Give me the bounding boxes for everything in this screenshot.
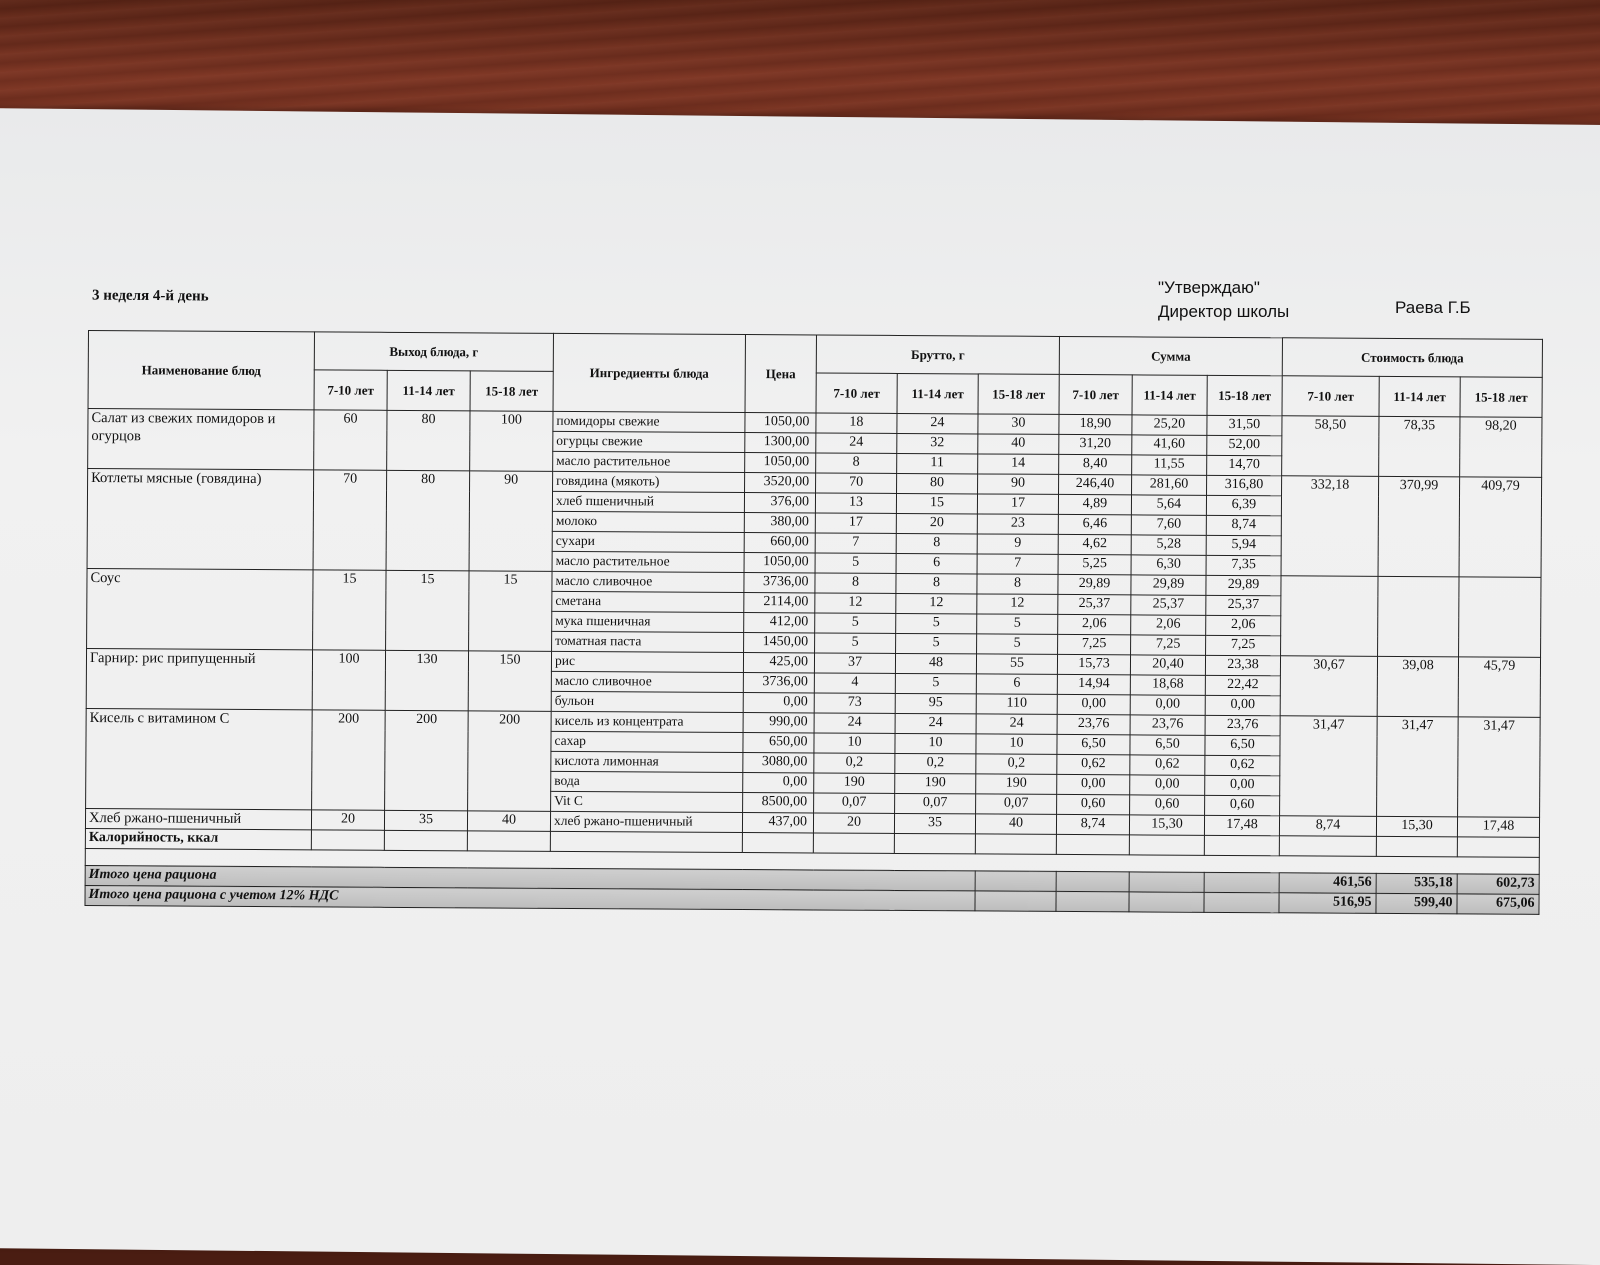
- dish-cost-value: 78,35: [1379, 416, 1460, 476]
- dish-cost-value: [1378, 576, 1459, 656]
- sum-value: 31,50: [1207, 415, 1282, 435]
- sum-value: 18,68: [1130, 675, 1205, 695]
- ingredient-name: вода: [551, 771, 743, 792]
- ingredient-name: говядина (мякоть): [553, 471, 745, 492]
- sum-value: 0,00: [1057, 774, 1130, 794]
- sum-value: 15,73: [1057, 654, 1130, 674]
- gross-value: 14: [978, 454, 1059, 474]
- ingredient-price: 1050,00: [745, 453, 816, 473]
- gross-value: 30: [978, 414, 1059, 434]
- ingredient-price: 8500,00: [743, 793, 814, 813]
- ingredient-price: 3736,00: [743, 673, 814, 693]
- ingredient-price: 437,00: [742, 813, 813, 833]
- gross-value: 23: [977, 514, 1058, 534]
- sum-value: 6,39: [1206, 495, 1281, 515]
- dish-output-value: 15: [386, 570, 469, 651]
- gross-value: 5: [896, 613, 977, 633]
- gross-value: 5: [895, 673, 976, 693]
- gross-value: 10: [895, 733, 976, 753]
- dish-cost-value: 409,79: [1459, 477, 1542, 577]
- dish-cost-value: 31,47: [1280, 716, 1378, 817]
- signer-name: Раева Г.Б: [1395, 298, 1471, 317]
- ingredient-price: 1450,00: [744, 633, 815, 653]
- ingredient-price: 650,00: [743, 733, 814, 753]
- calories-cell: [1056, 834, 1129, 854]
- sum-value: 17,48: [1204, 815, 1279, 835]
- sum-value: 2,06: [1058, 614, 1131, 634]
- header-cost-age3: 15-18 лет: [1460, 377, 1542, 418]
- ingredient-name: масло сливочное: [551, 671, 743, 692]
- menu-table-totals: [85, 865, 1539, 914]
- sum-value: 8,40: [1059, 454, 1132, 474]
- gross-value: 24: [897, 413, 978, 433]
- sum-value: 0,60: [1205, 795, 1280, 815]
- dish-output-value: 15: [469, 571, 552, 652]
- dish-cost-value: 17,48: [1457, 817, 1539, 838]
- ingredient-price: 0,00: [743, 773, 814, 793]
- header-cost: Стоимость блюда: [1282, 338, 1542, 378]
- sum-value: 14,94: [1057, 674, 1130, 694]
- sum-value: 14,70: [1207, 455, 1282, 475]
- gross-value: 90: [978, 474, 1059, 494]
- sum-value: 0,60: [1057, 794, 1130, 814]
- sum-value: 31,20: [1059, 434, 1132, 454]
- calories-cell: [1129, 835, 1204, 855]
- gross-value: 7: [815, 533, 896, 553]
- gross-value: 10: [814, 733, 895, 753]
- gross-value: 0,2: [895, 753, 976, 773]
- dish-name: Соус: [87, 568, 313, 649]
- gross-value: 24: [816, 433, 897, 453]
- menu-table-container: [84, 330, 1542, 915]
- header-sum: Сумма: [1059, 336, 1282, 375]
- ingredient-name: сахар: [551, 731, 743, 752]
- gross-value: 190: [976, 774, 1057, 794]
- sum-value: 25,37: [1058, 594, 1131, 614]
- gross-value: 18: [816, 413, 897, 433]
- sum-value: 5,64: [1131, 495, 1206, 515]
- calories-cell: [550, 831, 742, 852]
- dish-output-value: 150: [468, 651, 551, 712]
- header-cost-age1: 7-10 лет: [1282, 376, 1379, 417]
- ingredient-price: 660,00: [744, 533, 815, 553]
- header-output: Выход блюда, г: [314, 332, 553, 371]
- dish-cost-value: 31,47: [1377, 716, 1459, 816]
- gross-value: 9: [977, 534, 1058, 554]
- sum-value: 7,35: [1206, 555, 1281, 575]
- sum-value: 8,74: [1206, 515, 1281, 535]
- total-value: 516,95: [1279, 893, 1376, 914]
- ingredient-name: сметана: [552, 591, 744, 612]
- header-price: Цена: [745, 335, 816, 413]
- dish-output-value: 35: [384, 810, 467, 831]
- sum-value: 5,94: [1206, 535, 1281, 555]
- sum-value: 0,62: [1057, 754, 1130, 774]
- week-day-title: 3 неделя 4-й день: [91, 287, 209, 305]
- sum-value: 0,62: [1130, 755, 1205, 775]
- gross-value: 0,2: [814, 753, 895, 773]
- gross-value: 35: [894, 813, 975, 833]
- dish-cost-value: 15,30: [1376, 816, 1457, 836]
- dish-cost-value: [1459, 577, 1541, 657]
- gross-value: 40: [978, 434, 1059, 454]
- sum-value: 25,37: [1131, 595, 1206, 615]
- gross-value: 190: [895, 773, 976, 793]
- total-empty-cell: [1056, 891, 1129, 911]
- total-empty-cell: [975, 871, 1056, 891]
- gross-value: 0,07: [814, 793, 895, 813]
- sum-value: 246,40: [1059, 474, 1132, 494]
- sum-value: 7,25: [1131, 635, 1206, 655]
- sum-value: 8,74: [1056, 814, 1129, 834]
- gross-value: 12: [815, 593, 896, 613]
- sum-value: 25,37: [1206, 595, 1281, 615]
- sum-value: 0,62: [1205, 755, 1280, 775]
- gross-value: 15: [896, 493, 977, 513]
- dish-name: Салат из свежих помидоров и огурцов: [88, 409, 314, 470]
- total-empty-cell: [1204, 872, 1279, 892]
- sum-value: 6,50: [1205, 735, 1280, 755]
- sum-value: 0,00: [1057, 694, 1130, 714]
- gross-value: 17: [815, 513, 896, 533]
- sum-value: 23,38: [1205, 655, 1280, 675]
- total-empty-cell: [975, 891, 1056, 911]
- calories-cell: [1204, 835, 1279, 855]
- dish-cost-value: 58,50: [1282, 416, 1379, 477]
- dish-output-value: 90: [469, 471, 553, 572]
- gross-value: 8: [816, 453, 897, 473]
- dish-name: Гарнир: рис припущенный: [86, 648, 312, 709]
- dish-output-value: 100: [312, 650, 385, 710]
- ingredient-name: масло сливочное: [552, 571, 744, 592]
- dish-cost-value: 332,18: [1281, 476, 1379, 577]
- gross-value: 12: [896, 593, 977, 613]
- dish-name: Хлеб ржано-пшеничный: [85, 808, 311, 829]
- ingredient-name: рис: [551, 651, 743, 672]
- dish-output-value: 60: [314, 410, 387, 470]
- gross-value: 24: [895, 713, 976, 733]
- header-cost-age2: 11-14 лет: [1379, 376, 1460, 416]
- gross-value: 6: [976, 674, 1057, 694]
- gross-value: 4: [814, 673, 895, 693]
- gross-value: 32: [897, 433, 978, 453]
- ingredient-name: хлеб пшеничный: [552, 491, 744, 512]
- total-value: 535,18: [1376, 873, 1457, 893]
- calories-cell: [742, 833, 813, 853]
- gross-value: 37: [814, 653, 895, 673]
- dish-output-value: 100: [470, 411, 553, 472]
- dish-output-value: 130: [385, 650, 468, 711]
- sum-value: 4,62: [1058, 534, 1131, 554]
- gross-value: 55: [976, 654, 1057, 674]
- sum-value: 18,90: [1059, 414, 1132, 434]
- menu-table-body: [85, 409, 1542, 838]
- gross-value: 0,2: [976, 754, 1057, 774]
- calories-label: Калорийность, ккал: [85, 828, 311, 849]
- ingredient-price: 3520,00: [745, 473, 816, 493]
- sum-value: 0,00: [1205, 695, 1280, 715]
- calories-cell: [894, 833, 975, 853]
- dish-cost-value: 30,67: [1280, 656, 1377, 717]
- sum-value: 7,60: [1131, 515, 1206, 535]
- sum-value: 6,30: [1131, 555, 1206, 575]
- calories-cell: [813, 833, 894, 853]
- sum-value: 316,80: [1207, 475, 1282, 495]
- gross-value: 13: [815, 493, 896, 513]
- ingredient-price: 0,00: [743, 693, 814, 713]
- total-empty-cell: [1204, 892, 1279, 912]
- gross-value: 8: [896, 573, 977, 593]
- total-value: 675,06: [1457, 894, 1539, 915]
- gross-value: 5: [977, 634, 1058, 654]
- sum-value: 7,25: [1206, 635, 1281, 655]
- dish-output-value: 80: [386, 470, 470, 571]
- sum-value: 29,89: [1131, 575, 1206, 595]
- calories-cell: [467, 831, 550, 852]
- header-gross-age1: 7-10 лет: [816, 373, 897, 413]
- gross-value: 0,07: [895, 793, 976, 813]
- gross-value: 110: [976, 694, 1057, 714]
- gross-value: 7: [977, 554, 1058, 574]
- ingredient-price: 3736,00: [744, 573, 815, 593]
- gross-value: 17: [977, 494, 1058, 514]
- ingredient-price: 376,00: [744, 493, 815, 513]
- gross-value: 190: [814, 773, 895, 793]
- sum-value: 41,60: [1132, 435, 1207, 455]
- sum-value: 4,89: [1058, 494, 1131, 514]
- gross-value: 8: [977, 574, 1058, 594]
- dish-output-value: 200: [385, 710, 469, 811]
- sum-value: 2,06: [1131, 615, 1206, 635]
- total-value: 461,56: [1279, 873, 1376, 894]
- sum-value: 22,42: [1205, 675, 1280, 695]
- sum-value: 25,20: [1132, 415, 1207, 435]
- sum-value: 281,60: [1132, 475, 1207, 495]
- approval-label: "Утверждаю": [1158, 278, 1260, 297]
- sum-value: 23,76: [1130, 715, 1205, 735]
- sum-value: 6,50: [1130, 735, 1205, 755]
- sum-value: 5,28: [1131, 535, 1206, 555]
- sum-value: 23,76: [1057, 714, 1130, 734]
- ingredient-name: масло растительное: [553, 451, 745, 472]
- dish-cost-value: 45,79: [1458, 657, 1540, 717]
- sum-value: 0,00: [1130, 775, 1205, 795]
- ingredient-name: сухари: [552, 531, 744, 552]
- calories-cell: [384, 830, 467, 851]
- sum-value: 7,25: [1058, 634, 1131, 654]
- dish-output-value: 40: [467, 811, 550, 832]
- header-gross-age3: 15-18 лет: [978, 374, 1059, 414]
- gross-value: 5: [896, 633, 977, 653]
- ingredient-name: мука пшеничная: [552, 611, 744, 632]
- ingredient-price: 1050,00: [744, 553, 815, 573]
- gross-value: 8: [896, 533, 977, 553]
- gross-value: 40: [975, 814, 1056, 834]
- gross-value: 8: [815, 573, 896, 593]
- gross-value: 12: [977, 594, 1058, 614]
- dish-output-value: 200: [312, 710, 386, 810]
- ingredient-price: 3080,00: [743, 753, 814, 773]
- dish-cost-value: 98,20: [1460, 417, 1542, 477]
- gross-value: 5: [977, 614, 1058, 634]
- ingredient-name: Vit C: [551, 791, 743, 812]
- calories-cell: [975, 834, 1056, 854]
- header-output-age1: 7-10 лет: [314, 370, 387, 410]
- gross-value: 73: [814, 693, 895, 713]
- sum-value: 29,89: [1058, 574, 1131, 594]
- gross-value: 11: [897, 453, 978, 473]
- total-label: Итого цена рациона: [85, 865, 975, 890]
- calories-cell: [1376, 836, 1457, 856]
- dish-output-value: 80: [387, 410, 470, 471]
- sum-value: 52,00: [1207, 435, 1282, 455]
- gross-value: 5: [815, 613, 896, 633]
- director-title: Директор школы: [1158, 302, 1290, 321]
- ingredient-price: 2114,00: [744, 593, 815, 613]
- total-empty-cell: [1129, 872, 1204, 892]
- header-output-age3: 15-18 лет: [470, 371, 553, 412]
- dish-cost-value: 370,99: [1378, 476, 1460, 576]
- ingredient-name: кисель из концентрата: [551, 711, 743, 732]
- dish-cost-value: 8,74: [1279, 816, 1376, 837]
- sum-value: 5,25: [1058, 554, 1131, 574]
- total-value: 602,73: [1457, 874, 1539, 895]
- sum-value: 20,40: [1130, 655, 1205, 675]
- header-sum-age2: 11-14 лет: [1132, 375, 1207, 415]
- sum-value: 0,00: [1130, 695, 1205, 715]
- sum-value: 23,76: [1205, 715, 1280, 735]
- gross-value: 5: [815, 553, 896, 573]
- ingredient-name: молоко: [552, 511, 744, 532]
- gross-value: 70: [816, 473, 897, 493]
- ingredient-name: кислота лимонная: [551, 751, 743, 772]
- gross-value: 6: [896, 553, 977, 573]
- ingredient-price: 1050,00: [745, 413, 816, 433]
- ingredient-price: 380,00: [744, 513, 815, 533]
- sum-value: 0,00: [1205, 775, 1280, 795]
- gross-value: 24: [976, 714, 1057, 734]
- menu-table: [84, 330, 1542, 915]
- dish-output-value: 20: [311, 810, 384, 830]
- dish-name: Котлеты мясные (говядина): [87, 469, 314, 570]
- sum-value: 2,06: [1206, 615, 1281, 635]
- gross-value: 20: [813, 813, 894, 833]
- total-empty-cell: [1056, 871, 1129, 891]
- header-sum-age1: 7-10 лет: [1059, 374, 1132, 414]
- ingredient-name: помидоры свежие: [553, 411, 745, 432]
- gross-value: 95: [895, 693, 976, 713]
- total-empty-cell: [1129, 892, 1204, 912]
- header-ingredients: Ингредиенты блюда: [553, 333, 745, 412]
- gross-value: 80: [897, 473, 978, 493]
- dish-cost-value: 39,08: [1377, 656, 1458, 716]
- gross-value: 10: [976, 734, 1057, 754]
- dish-name: Кисель с витамином С: [86, 708, 313, 809]
- header-gross-age2: 11-14 лет: [897, 373, 978, 413]
- sum-value: 6,50: [1057, 734, 1130, 754]
- sum-value: 6,46: [1058, 514, 1131, 534]
- ingredient-name: огурцы свежие: [553, 431, 745, 452]
- ingredient-price: 1300,00: [745, 433, 816, 453]
- header-dish-name: Наименование блюд: [88, 331, 314, 410]
- dish-cost-value: [1281, 576, 1378, 657]
- total-label: Итого цена рациона с учетом 12% НДС: [85, 885, 975, 910]
- gross-value: 24: [814, 713, 895, 733]
- sum-value: 29,89: [1206, 575, 1281, 595]
- ingredient-name: масло растительное: [552, 551, 744, 572]
- dish-output-value: 200: [468, 711, 552, 812]
- ingredient-price: 990,00: [743, 713, 814, 733]
- sum-value: 11,55: [1132, 455, 1207, 475]
- gross-value: 48: [895, 653, 976, 673]
- calories-cell: [1279, 836, 1376, 857]
- header-gross: Брутто, г: [816, 335, 1059, 374]
- total-value: 599,40: [1376, 893, 1457, 913]
- header-output-age2: 11-14 лет: [387, 370, 470, 411]
- sum-value: 15,30: [1129, 815, 1204, 835]
- gross-value: 20: [896, 513, 977, 533]
- calories-cell: [311, 830, 384, 850]
- dish-output-value: 15: [313, 570, 386, 650]
- ingredient-name: хлеб ржано-пшеничный: [550, 811, 742, 832]
- ingredient-price: 425,00: [743, 653, 814, 673]
- header-sum-age3: 15-18 лет: [1207, 375, 1282, 415]
- calories-cell: [1457, 837, 1539, 858]
- dish-cost-value: 31,47: [1458, 717, 1541, 817]
- ingredient-name: томатная паста: [552, 631, 744, 652]
- sum-value: 0,60: [1130, 795, 1205, 815]
- gross-value: 5: [815, 633, 896, 653]
- gross-value: 0,07: [976, 794, 1057, 814]
- ingredient-name: бульон: [551, 691, 743, 712]
- dish-output-value: 70: [313, 470, 387, 570]
- ingredient-price: 412,00: [744, 613, 815, 633]
